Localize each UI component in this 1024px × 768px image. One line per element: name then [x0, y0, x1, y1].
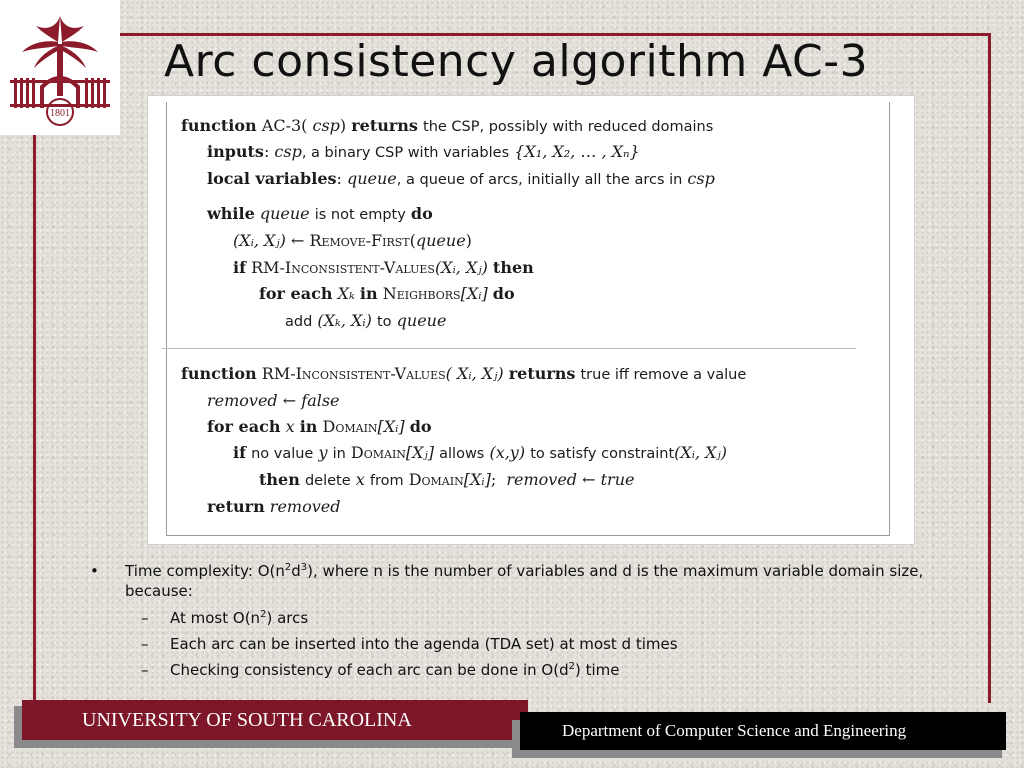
- department-banner: [512, 712, 1010, 758]
- rm-header-line: function RM-Inconsistent-Values( Xᵢ, Xⱼ) returns true iff remove a value: [181, 364, 747, 383]
- rm-if-line: if no value y in Domain[Xⱼ] allows (x,y) to satisfy constraint(Xᵢ, Xⱼ): [233, 443, 728, 462]
- rm-foreach-line: for each x in Domain[Xᵢ] do: [207, 417, 432, 436]
- ac3-if-line: if RM-Inconsistent-Values(Xᵢ, Xⱼ) then: [233, 258, 534, 277]
- sub-bullet-insertions: – Each arc can be inserted into the agenda (TDA set) at most d times: [90, 631, 930, 657]
- palmetto-tree-icon: [6, 8, 114, 126]
- rm-then-delete-line: then delete x from Domain[Xᵢ]; removed ← true: [259, 470, 635, 489]
- rm-removed-false-line: removed ← false: [207, 391, 340, 410]
- bullet-list: [90, 561, 930, 683]
- ac3-foreach-line: for each Xₖ in Neighbors[Xᵢ] do: [259, 284, 515, 303]
- ac3-local-vars-line: local variables: queue, a queue of arcs, initially all the arcs in csp: [207, 169, 715, 188]
- logo-year: 1801: [50, 108, 70, 119]
- ac3-inputs-line: inputs: csp, a binary CSP with variables {X₁, X₂, … , Xₙ}: [207, 142, 640, 161]
- dash-icon: –: [141, 661, 149, 679]
- rm-return-line: return removed: [207, 497, 341, 516]
- sub-bullet-arcs: – At most $O(n^2)$ arcs: [90, 605, 930, 631]
- bullet-time-complexity: • Time complexity: $O(n^2d^3)$, where n is the number of variables and d is the maximum variable domain size, because:: [90, 562, 924, 600]
- slide-title: Arc consistency algorithm AC-3: [164, 36, 869, 87]
- bullet-dot-icon: •: [90, 562, 99, 580]
- department-name: Department of Computer Science and Engineering: [520, 712, 1006, 750]
- ac3-remove-first-line: (Xᵢ, Xⱼ) ← Remove-First(queue): [233, 231, 472, 250]
- usc-palmetto-logo: [0, 0, 120, 135]
- ac3-while-line: while queue is not empty do: [207, 204, 433, 223]
- university-name: UNIVERSITY OF SOUTH CAROLINA: [22, 700, 528, 740]
- dash-icon: –: [141, 609, 149, 627]
- ac3-header-line: function AC-3( csp) returns the CSP, possibly with reduced domains: [181, 116, 714, 135]
- ac3-add-line: add (Xₖ, Xᵢ) to queue: [285, 311, 447, 330]
- algorithm-separator: [162, 348, 856, 349]
- sub-bullet-consistency: – Checking consistency of each arc can be done in $O(d^2)$ time: [90, 657, 930, 683]
- frame-right-line: [988, 33, 991, 703]
- algorithm-pseudocode-panel: [148, 96, 914, 544]
- dash-icon: –: [141, 635, 149, 653]
- university-banner: [14, 700, 530, 748]
